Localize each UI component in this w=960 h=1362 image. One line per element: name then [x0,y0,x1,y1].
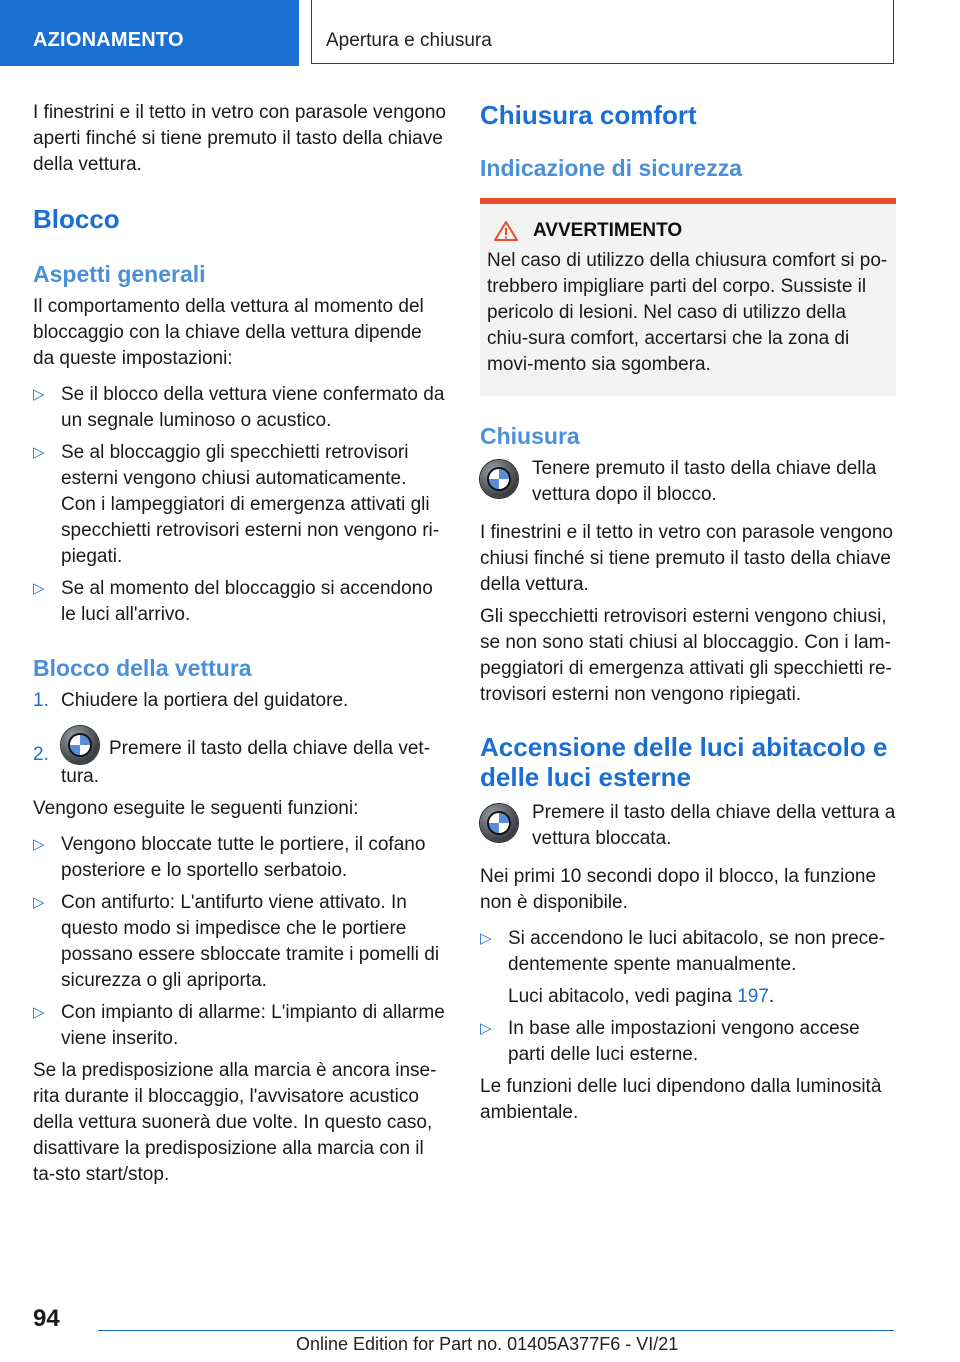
page-reference-link[interactable]: 197 [737,986,769,1007]
list-item: ▷ Vengono bloccate tutte le portiere, il cofano posteriore e lo sportello serbatoio. [33,834,426,881]
page-number: 94 [33,1305,60,1332]
footer-edition: Online Edition for Part no. 01405A377F6 - VI/21 [296,1334,679,1354]
luci-paragraph-1: Nei primi 10 secondi dopo il blocco, la funzione non è disponibile. [480,866,877,913]
chiusura-key-instruction: Tenere premuto il tasto della chiave della vettura dopo il blocco. [480,456,896,508]
bullet-icon: ▷ [33,386,45,403]
aspetti-paragraph: Il comportamento della vettura al momento del bloccaggio con la chiave della vettura dipende da queste impostazioni: [33,296,424,369]
footer-divider [98,1330,894,1331]
car-key-icon [480,460,518,498]
intro-paragraph: I finestrini e il tetto in vetro con parasole vengono aperti finché si tiene premuto il tasto della chiave della vettura. [33,102,446,175]
warning-box [480,198,896,396]
list-item: ▷ Si accendono le luci abitacolo, se non prece-dentemente spente manualmente. [480,928,886,975]
right-column [480,100,896,1132]
list-item: ▷ Se al momento del bloccaggio si accendono le luci all'arrivo. [33,578,433,625]
heading-accensione-luci: Accensione delle luci abitacolo e delle luci esterne [480,732,888,792]
chiusura-paragraph-1: I finestrini e il tetto in vetro con parasole vengono chiusi finché si tiene premuto il tasto della chiave della vettura. [480,522,893,595]
car-key-icon [61,726,99,764]
warning-text: Nel caso di utilizzo della chiusura comfort si po-trebbero impigliare parti del corpo. Sussiste il pericolo di lesioni. Nel caso di utilizzo della chiu-sura comfort, accertarsi che la zona di movi-mento sia sgombera. [487,250,888,375]
chapter-tab [311,0,894,64]
chapter-title: Apertura e chiusura [326,30,492,51]
aspetti-list [33,382,448,628]
chiusura-paragraph-2: Gli specchietti retrovisori esterni vengono chiusi, se non sono stati chiusi al bloccaggio. Con i lam-peggiatori di emergenza attivati gli specchietti re-trovisori esterni non vengono ripiegati. [480,606,892,705]
bullet-icon: ▷ [480,1020,492,1037]
bullet-icon: ▷ [33,444,45,461]
list-item: ▷ Se il blocco della vettura viene confermato da un segnale luminoso o acustico. [33,384,445,431]
luci-paragraph-2: Le funzioni delle luci dipendono dalla luminosità ambientale. [480,1076,882,1123]
heading-blocco: Blocco [33,204,120,234]
bullet-icon: ▷ [33,836,45,853]
car-key-icon [480,804,518,842]
funzioni-paragraph: Vengono eseguite le seguenti funzioni: [33,798,359,819]
steps-list [33,688,448,790]
section-tab [0,0,299,66]
warning-triangle-icon [493,220,519,242]
funzioni-list [33,832,448,1052]
list-item: ▷ Con antifurto: L'antifurto viene attivato. In questo modo si impedisce che le portiere possano essere sbloccate tramite i pomelli di sicurezza o gli apriporta. [33,892,440,991]
section-title: AZIONAMENTO [33,29,184,51]
heading-chiusura: Chiusura [480,423,580,449]
step-item: 2. Premere il tasto della chiave della vet-tura. [33,726,448,790]
luci-list [480,926,896,978]
list-item: ▷ Con impianto di allarme: L'impianto di allarme viene inserito. [33,1002,445,1049]
luci-key-instruction: Premere il tasto della chiave della vettura a vettura bloccata. [480,800,896,852]
list-item: ▷ In base alle impostazioni vengono accese parti delle luci esterne. [480,1018,860,1065]
outro-paragraph: Se la predisposizione alla marcia è ancora inse-rita durante il bloccaggio, l'avvisatore acustico della vettura suonerà due volte. In questo caso, disattivare la predisposizione alla marcia con il ta-sto start/stop. [33,1060,437,1185]
bullet-icon: ▷ [33,894,45,911]
bullet-icon: ▷ [480,930,492,947]
list-item: ▷ Se al bloccaggio gli specchietti retrovisori esterni vengono chiusi automaticamente. Con i lampeggiatori di emergenza attivati gli specchietti retrovisori esterni non vengono ri-piegati. [33,442,440,567]
heading-indicazione-sicurezza: Indicazione di sicurezza [480,155,743,181]
luci-list-2 [480,1016,896,1068]
warning-header [487,220,888,242]
heading-blocco-vettura: Blocco della vettura [33,655,252,681]
left-column [33,100,448,1194]
bullet-icon: ▷ [33,1004,45,1021]
luci-reference: Luci abitacolo, vedi pagina 197. [508,986,775,1007]
warning-title: AVVERTIMENTO [533,220,683,241]
step-number: 2. [33,744,49,765]
heading-chiusura-comfort: Chiusura comfort [480,100,697,130]
step-number: 1. [33,690,49,711]
bullet-icon: ▷ [33,580,45,597]
step-item: 1. Chiudere la portiera del guidatore. [33,688,448,714]
heading-aspetti-generali: Aspetti generali [33,261,206,287]
